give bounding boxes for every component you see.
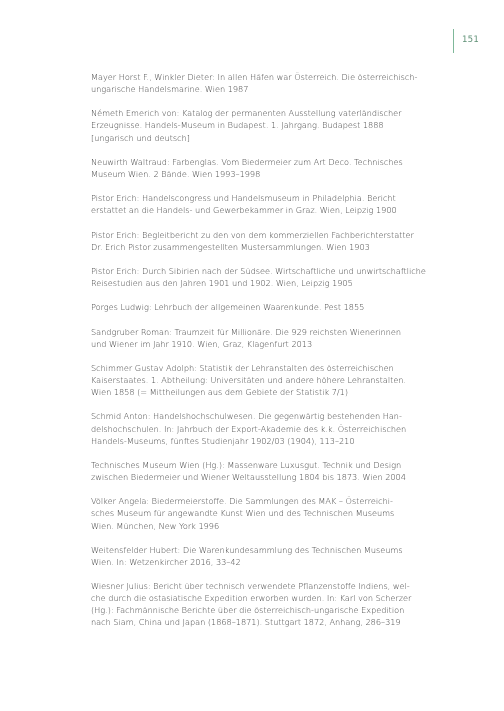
bibliography-entry: [91, 229, 463, 253]
bibliography-entry-line: Kaiserstaates. 1. Abtheilung: Universitäten und andere höhere Lehranstalten.: [91, 375, 407, 386]
bibliography-entry-line: Wien. In: Wetzenkircher 2016, 33–42: [91, 556, 241, 567]
bibliography-entry-line: Porges Ludwig: Lehrbuch der allgemeinen Waarenkunde. Pest 1855: [91, 302, 365, 313]
bibliography-entry-line: delshochschulen. In: Jahrbuch der Export-Akademie des k.k. Österreichischen: [91, 423, 407, 434]
bibliography-entry: [91, 544, 463, 568]
bibliography-entry-line: Sandgruber Roman: Traumzeit für Millionäre. Die 929 reichsten Wienerinnen: [91, 326, 402, 337]
bibliography-entry: [91, 107, 463, 143]
bibliography-entry: [91, 459, 463, 483]
bibliography-entry-line: erstattet an die Handels- und Gewerbekammer in Graz. Wien, Leipzig 1900: [91, 205, 397, 216]
bibliography-entry-line: Wien 1858 (= Mittheilungen aus dem Gebiete der Statistik 7/1): [91, 387, 349, 398]
bibliography-entry-line: Mayer Horst F., Winkler Dieter: In allen Häfen war Österreich. Die österreichisch-: [91, 72, 418, 82]
bibliography-entry-line: Erzeugnisse. Handels-Museum in Budapest. 1. Jahrgang. Budapest 1888: [91, 120, 384, 131]
bibliography-entry-line: Pistor Erich: Handelscongress und Handelsmuseum in Philadelphia. Bericht: [91, 193, 396, 204]
bibliography-entry: [91, 71, 463, 95]
bibliography-entry-line: Wiesner Julius: Bericht über technisch verwendete Pflanzenstoffe Indiens, wel-: [91, 581, 410, 592]
bibliography-entry-line: Handels-Museums, fünftes Studienjahr 1902/03 (1904), 113–210: [91, 435, 355, 446]
bibliography-entry: [91, 326, 463, 350]
bibliography-entry: [91, 156, 463, 180]
bibliography-entry: [91, 301, 463, 313]
bibliography-entry-line: Museum Wien. 2 Bände. Wien 1993–1998: [91, 168, 261, 179]
bibliography-entry-line: Schmid Anton: Handelshochschulwesen. Die gegenwärtig bestehenden Han-: [91, 411, 402, 422]
bibliography-entry: [91, 265, 463, 289]
page-number-rule: [453, 29, 454, 53]
bibliography-entry-line: [ungarisch und deutsch]: [91, 132, 190, 143]
bibliography-entry-line: Völker Angela: Biedermeierstoffe. Die Sammlungen des MAK – Österreichi-: [91, 496, 393, 507]
bibliography-entry-line: ungarische Handelsmarine. Wien 1987: [91, 84, 249, 95]
bibliography-entry-line: und Wiener im Jahr 1910. Wien, Graz, Klagenfurt 2013: [91, 338, 313, 349]
bibliography-entry-line: che durch die ostasiatische Expedition erworben wurden. In: Karl von Scherzer: [91, 593, 412, 604]
bibliography-entry-line: Pistor Erich: Begleitbericht zu den von dem kommerziellen Fachberichterstatter: [91, 229, 414, 240]
bibliography-list: [91, 71, 463, 641]
bibliography-entry-line: Pistor Erich: Durch Sibirien nach der Südsee. Wirtschaftliche und unwirtschaftliche: [91, 265, 426, 276]
bibliography-entry-line: Technisches Museum Wien (Hg.): Massenware Luxusgut. Technik und Design: [91, 459, 402, 470]
bibliography-entry-line: Németh Emerich von: Katalog der permanenten Ausstellung vaterländischer: [91, 108, 402, 119]
bibliography-entry-line: zwischen Biedermeier und Wiener Weltausstellung 1804 bis 1873. Wien 2004: [91, 472, 406, 483]
bibliography-entry: [91, 192, 463, 216]
bibliography-entry-line: nach Siam, China und Japan (1868–1871). Stuttgart 1872, Anhang, 286–319: [91, 617, 401, 628]
bibliography-entry-line: sches Museum für angewandte Kunst Wien und des Technischen Museums: [91, 508, 395, 519]
bibliography-entry-line: Wien. München, New York 1996: [91, 520, 220, 531]
bibliography-entry: [91, 410, 463, 446]
bibliography-entry: [91, 580, 463, 628]
page-number: 151: [462, 35, 480, 45]
bibliography-entry-line: Weitensfelder Hubert: Die Warenkundesammlung des Technischen Museums: [91, 544, 403, 555]
bibliography-entry: [91, 362, 463, 398]
bibliography-entry-line: Neuwirth Waltraud: Farbenglas. Vom Biedermeier zum Art Deco. Technisches: [91, 156, 403, 167]
bibliography-entry-line: Dr. Erich Pistor zusammengestellten Mustersammlungen. Wien 1903: [91, 241, 370, 252]
bibliography-entry-line: (Hg.): Fachmännische Berichte über die österreichisch-ungarische Expedition: [91, 605, 405, 616]
bibliography-entry-line: Reisestudien aus den Jahren 1901 und 1902. Wien, Leipzig 1905: [91, 278, 353, 289]
bibliography-entry-line: Schimmer Gustav Adolph: Statistik der Lehranstalten des österreichischen: [91, 363, 394, 373]
bibliography-entry: [91, 495, 463, 531]
